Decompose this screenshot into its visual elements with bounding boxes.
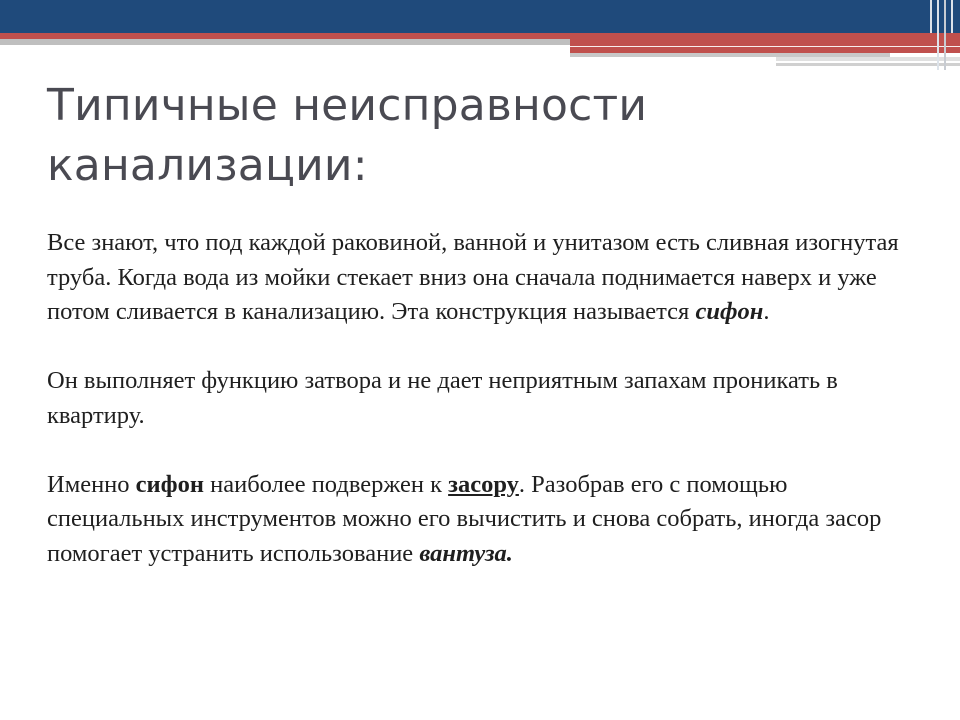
header-banner [0,0,960,80]
paragraph-3-text: . Разобрав его с помощью специальных инструментов можно его вычистить и снова собрать, иногда засор помогает устранить использование [47,470,882,567]
paragraph-3-start: Именно [47,470,136,498]
term-siphon-2: сифон [135,470,204,498]
slide-body [47,226,927,571]
paragraph-1 [47,226,927,330]
paragraph-1-end: . [763,298,770,325]
term-plunger: вантуза. [419,539,513,567]
paragraph-1-text: Все знают, что под каждой раковиной, ванной и унитазом есть сливная изогнутая труба. Когда вода из мойки стекает вниз она сначала поднимается наверх и уже потом сливается в канализацию. Эта конструкция называется [47,229,899,325]
paragraph-3-mid: наиболее подвержен к [203,470,449,498]
slide-title [47,76,907,196]
paragraph-2: Он выполняет функцию затвора и не дает неприятным запахам проникать в квартиру. [47,367,838,429]
term-siphon: сифон [695,298,764,325]
term-clog: засору [448,470,519,498]
paragraph-3 [47,468,927,572]
title-line-2: канализации: [47,140,368,191]
title-line-1: Типичные неисправности [47,80,648,131]
